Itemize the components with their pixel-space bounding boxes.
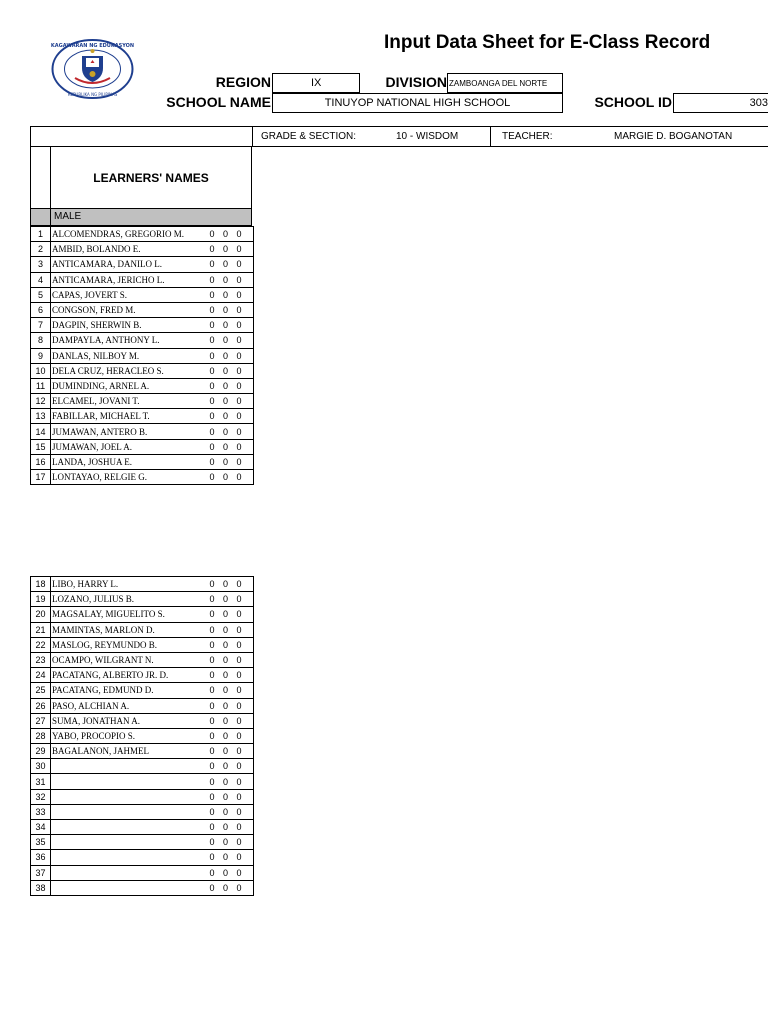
learner-row <box>31 577 254 592</box>
learner-number: 9 <box>31 348 51 363</box>
learner-number: 37 <box>31 865 51 880</box>
learner-name <box>51 789 199 804</box>
learner-name: ALCOMENDRAS, GREGORIO M. <box>51 227 199 242</box>
learner-scores: 0 0 0 <box>198 804 254 819</box>
learner-name: SUMA, JONATHAN A. <box>51 713 199 728</box>
learner-name: JUMAWAN, JOEL A. <box>51 439 199 454</box>
learner-number: 11 <box>31 378 51 393</box>
learner-name <box>51 880 199 895</box>
learner-row <box>31 668 254 683</box>
learner-name: DANLAS, NILBOY M. <box>51 348 199 363</box>
learner-name: ANTICAMARA, JERICHO L. <box>51 272 199 287</box>
male-section-band <box>30 209 252 226</box>
learner-name: MAGSALAY, MIGUELITO S. <box>51 607 199 622</box>
learner-row <box>31 622 254 637</box>
learner-number: 10 <box>31 363 51 378</box>
learner-scores: 0 0 0 <box>198 820 254 835</box>
region-value: IX <box>272 73 360 93</box>
deped-seal-logo <box>45 38 140 100</box>
learner-scores: 0 0 0 <box>198 835 254 850</box>
learner-scores: 0 0 0 <box>198 272 254 287</box>
learner-number: 16 <box>31 454 51 469</box>
learner-scores: 0 0 0 <box>198 865 254 880</box>
learner-scores: 0 0 0 <box>198 378 254 393</box>
learner-name: LOZANO, JULIUS B. <box>51 592 199 607</box>
learner-row <box>31 744 254 759</box>
learner-number: 22 <box>31 637 51 652</box>
male-label: MALE <box>54 211 82 222</box>
learner-name: PACATANG, EDMUND D. <box>51 683 199 698</box>
learner-row <box>31 592 254 607</box>
learner-row <box>31 318 254 333</box>
learner-name: AMBID, BOLANDO E. <box>51 242 199 257</box>
learner-number: 4 <box>31 272 51 287</box>
learner-scores: 0 0 0 <box>198 577 254 592</box>
learner-scores: 0 0 0 <box>198 227 254 242</box>
learner-number: 15 <box>31 439 51 454</box>
learner-number: 6 <box>31 302 51 317</box>
learner-scores: 0 0 0 <box>198 607 254 622</box>
learner-name <box>51 835 199 850</box>
learner-row <box>31 789 254 804</box>
learner-name: JUMAWAN, ANTERO B. <box>51 424 199 439</box>
learner-row <box>31 242 254 257</box>
learner-name: DAMPAYLA, ANTHONY L. <box>51 333 199 348</box>
learner-row <box>31 820 254 835</box>
learner-number: 23 <box>31 652 51 667</box>
learner-row <box>31 698 254 713</box>
learner-number: 8 <box>31 333 51 348</box>
learner-number: 17 <box>31 470 51 485</box>
learner-scores: 0 0 0 <box>198 454 254 469</box>
learner-row <box>31 394 254 409</box>
grade-section-label: GRADE & SECTION: <box>261 131 357 142</box>
learner-row <box>31 683 254 698</box>
learner-number: 12 <box>31 394 51 409</box>
learners-names-header <box>30 147 252 209</box>
learner-name: DELA CRUZ, HERACLEO S. <box>51 363 199 378</box>
learner-number: 19 <box>31 592 51 607</box>
learner-row <box>31 257 254 272</box>
learner-scores: 0 0 0 <box>198 880 254 895</box>
learner-name <box>51 820 199 835</box>
learners-names-title: LEARNERS' NAMES <box>93 170 209 185</box>
learner-row <box>31 439 254 454</box>
learner-name: ANTICAMARA, DANILO L. <box>51 257 199 272</box>
learner-number: 30 <box>31 759 51 774</box>
learner-row <box>31 652 254 667</box>
learner-number: 32 <box>31 789 51 804</box>
learner-name: PASO, ALCHIAN A. <box>51 698 199 713</box>
learner-number: 25 <box>31 683 51 698</box>
learner-name: LANDA, JOSHUA E. <box>51 454 199 469</box>
learner-scores: 0 0 0 <box>198 409 254 424</box>
learner-name <box>51 850 199 865</box>
learner-scores: 0 0 0 <box>198 257 254 272</box>
learner-row <box>31 728 254 743</box>
learner-number: 1 <box>31 227 51 242</box>
learner-scores: 0 0 0 <box>198 744 254 759</box>
learner-name <box>51 774 199 789</box>
school-name-value: TINUYOP NATIONAL HIGH SCHOOL <box>272 93 563 113</box>
roster-table-part2 <box>30 576 254 896</box>
learner-number: 2 <box>31 242 51 257</box>
school-id-label: SCHOOL ID <box>594 94 672 110</box>
learner-name: DAGPIN, SHERWIN B. <box>51 318 199 333</box>
learner-scores: 0 0 0 <box>198 439 254 454</box>
learner-scores: 0 0 0 <box>198 668 254 683</box>
learner-number: 35 <box>31 835 51 850</box>
learner-row <box>31 287 254 302</box>
learner-number: 21 <box>31 622 51 637</box>
learner-number: 3 <box>31 257 51 272</box>
learner-row <box>31 378 254 393</box>
seal-top-text: KAGAWARAN NG EDUKASYON <box>50 43 135 49</box>
learner-scores: 0 0 0 <box>198 713 254 728</box>
learner-name: FABILLAR, MICHAEL T. <box>51 409 199 424</box>
learner-row <box>31 454 254 469</box>
learner-scores: 0 0 0 <box>198 348 254 363</box>
learner-row <box>31 865 254 880</box>
learner-scores: 0 0 0 <box>198 683 254 698</box>
learner-scores: 0 0 0 <box>198 302 254 317</box>
learner-scores: 0 0 0 <box>198 424 254 439</box>
learner-number: 14 <box>31 424 51 439</box>
learner-row <box>31 470 254 485</box>
learner-scores: 0 0 0 <box>198 637 254 652</box>
learner-scores: 0 0 0 <box>198 774 254 789</box>
learner-scores: 0 0 0 <box>198 394 254 409</box>
grade-section-value: 10 - WISDOM <box>396 131 459 142</box>
learner-name: MAMINTAS, MARLON D. <box>51 622 199 637</box>
roster-table-part1 <box>30 226 254 485</box>
learner-name <box>51 759 199 774</box>
region-label: REGION <box>215 74 271 90</box>
page-title: Input Data Sheet for E-Class Record <box>384 32 711 53</box>
learner-row <box>31 272 254 287</box>
learner-row <box>31 637 254 652</box>
teacher-value: MARGIE D. BOGANOTAN <box>614 131 733 142</box>
learner-number: 36 <box>31 850 51 865</box>
learner-row <box>31 348 254 363</box>
learner-number: 33 <box>31 804 51 819</box>
learner-row <box>31 850 254 865</box>
learner-scores: 0 0 0 <box>198 333 254 348</box>
learner-scores: 0 0 0 <box>198 470 254 485</box>
learner-scores: 0 0 0 <box>198 287 254 302</box>
learner-scores: 0 0 0 <box>198 789 254 804</box>
learner-number: 31 <box>31 774 51 789</box>
learner-name: OCAMPO, WILGRANT N. <box>51 652 199 667</box>
learner-row <box>31 759 254 774</box>
learner-scores: 0 0 0 <box>198 622 254 637</box>
learner-number: 24 <box>31 668 51 683</box>
learner-scores: 0 0 0 <box>198 728 254 743</box>
learner-row <box>31 804 254 819</box>
learner-scores: 0 0 0 <box>198 592 254 607</box>
learner-name: LIBO, HARRY L. <box>51 577 199 592</box>
learner-name <box>51 804 199 819</box>
learner-number: 28 <box>31 728 51 743</box>
learner-row <box>31 227 254 242</box>
learner-row <box>31 409 254 424</box>
learner-scores: 0 0 0 <box>198 759 254 774</box>
learner-name: ELCAMEL, JOVANI T. <box>51 394 199 409</box>
learner-number: 5 <box>31 287 51 302</box>
learner-row <box>31 302 254 317</box>
learner-row <box>31 363 254 378</box>
division-value: ZAMBOANGA DEL NORTE <box>447 73 563 93</box>
learner-row <box>31 333 254 348</box>
division-label: DIVISION <box>385 74 447 90</box>
learner-number: 27 <box>31 713 51 728</box>
learner-name: CAPAS, JOVERT S. <box>51 287 199 302</box>
learner-name: YABO, PROCOPIO S. <box>51 728 199 743</box>
learner-name: MASLOG, REYMUNDO B. <box>51 637 199 652</box>
learner-number: 18 <box>31 577 51 592</box>
school-name-label: SCHOOL NAME <box>166 94 271 110</box>
learner-row <box>31 607 254 622</box>
learner-scores: 0 0 0 <box>198 652 254 667</box>
learner-number: 20 <box>31 607 51 622</box>
learner-number: 7 <box>31 318 51 333</box>
class-info-bar <box>30 126 768 147</box>
learner-name: DUMINDING, ARNEL A. <box>51 378 199 393</box>
learner-scores: 0 0 0 <box>198 242 254 257</box>
learner-number: 38 <box>31 880 51 895</box>
learner-scores: 0 0 0 <box>198 698 254 713</box>
learner-scores: 0 0 0 <box>198 850 254 865</box>
learner-scores: 0 0 0 <box>198 318 254 333</box>
learner-name: PACATANG, ALBERTO JR. D. <box>51 668 199 683</box>
learner-row <box>31 835 254 850</box>
learner-name: LONTAYAO, RELGIE G. <box>51 470 199 485</box>
learner-number: 29 <box>31 744 51 759</box>
learner-name: CONGSON, FRED M. <box>51 302 199 317</box>
learner-number: 34 <box>31 820 51 835</box>
learner-row <box>31 880 254 895</box>
learner-name <box>51 865 199 880</box>
learner-row <box>31 424 254 439</box>
learner-name: BAGALANON, JAHMEL <box>51 744 199 759</box>
learner-number: 13 <box>31 409 51 424</box>
seal-bottom-text: REPUBLIKA NG PILIPINAS <box>67 92 118 97</box>
learner-row <box>31 713 254 728</box>
learner-scores: 0 0 0 <box>198 363 254 378</box>
school-id-value: 303 <box>673 93 768 113</box>
teacher-label: TEACHER: <box>502 131 553 142</box>
learner-row <box>31 774 254 789</box>
learner-number: 26 <box>31 698 51 713</box>
